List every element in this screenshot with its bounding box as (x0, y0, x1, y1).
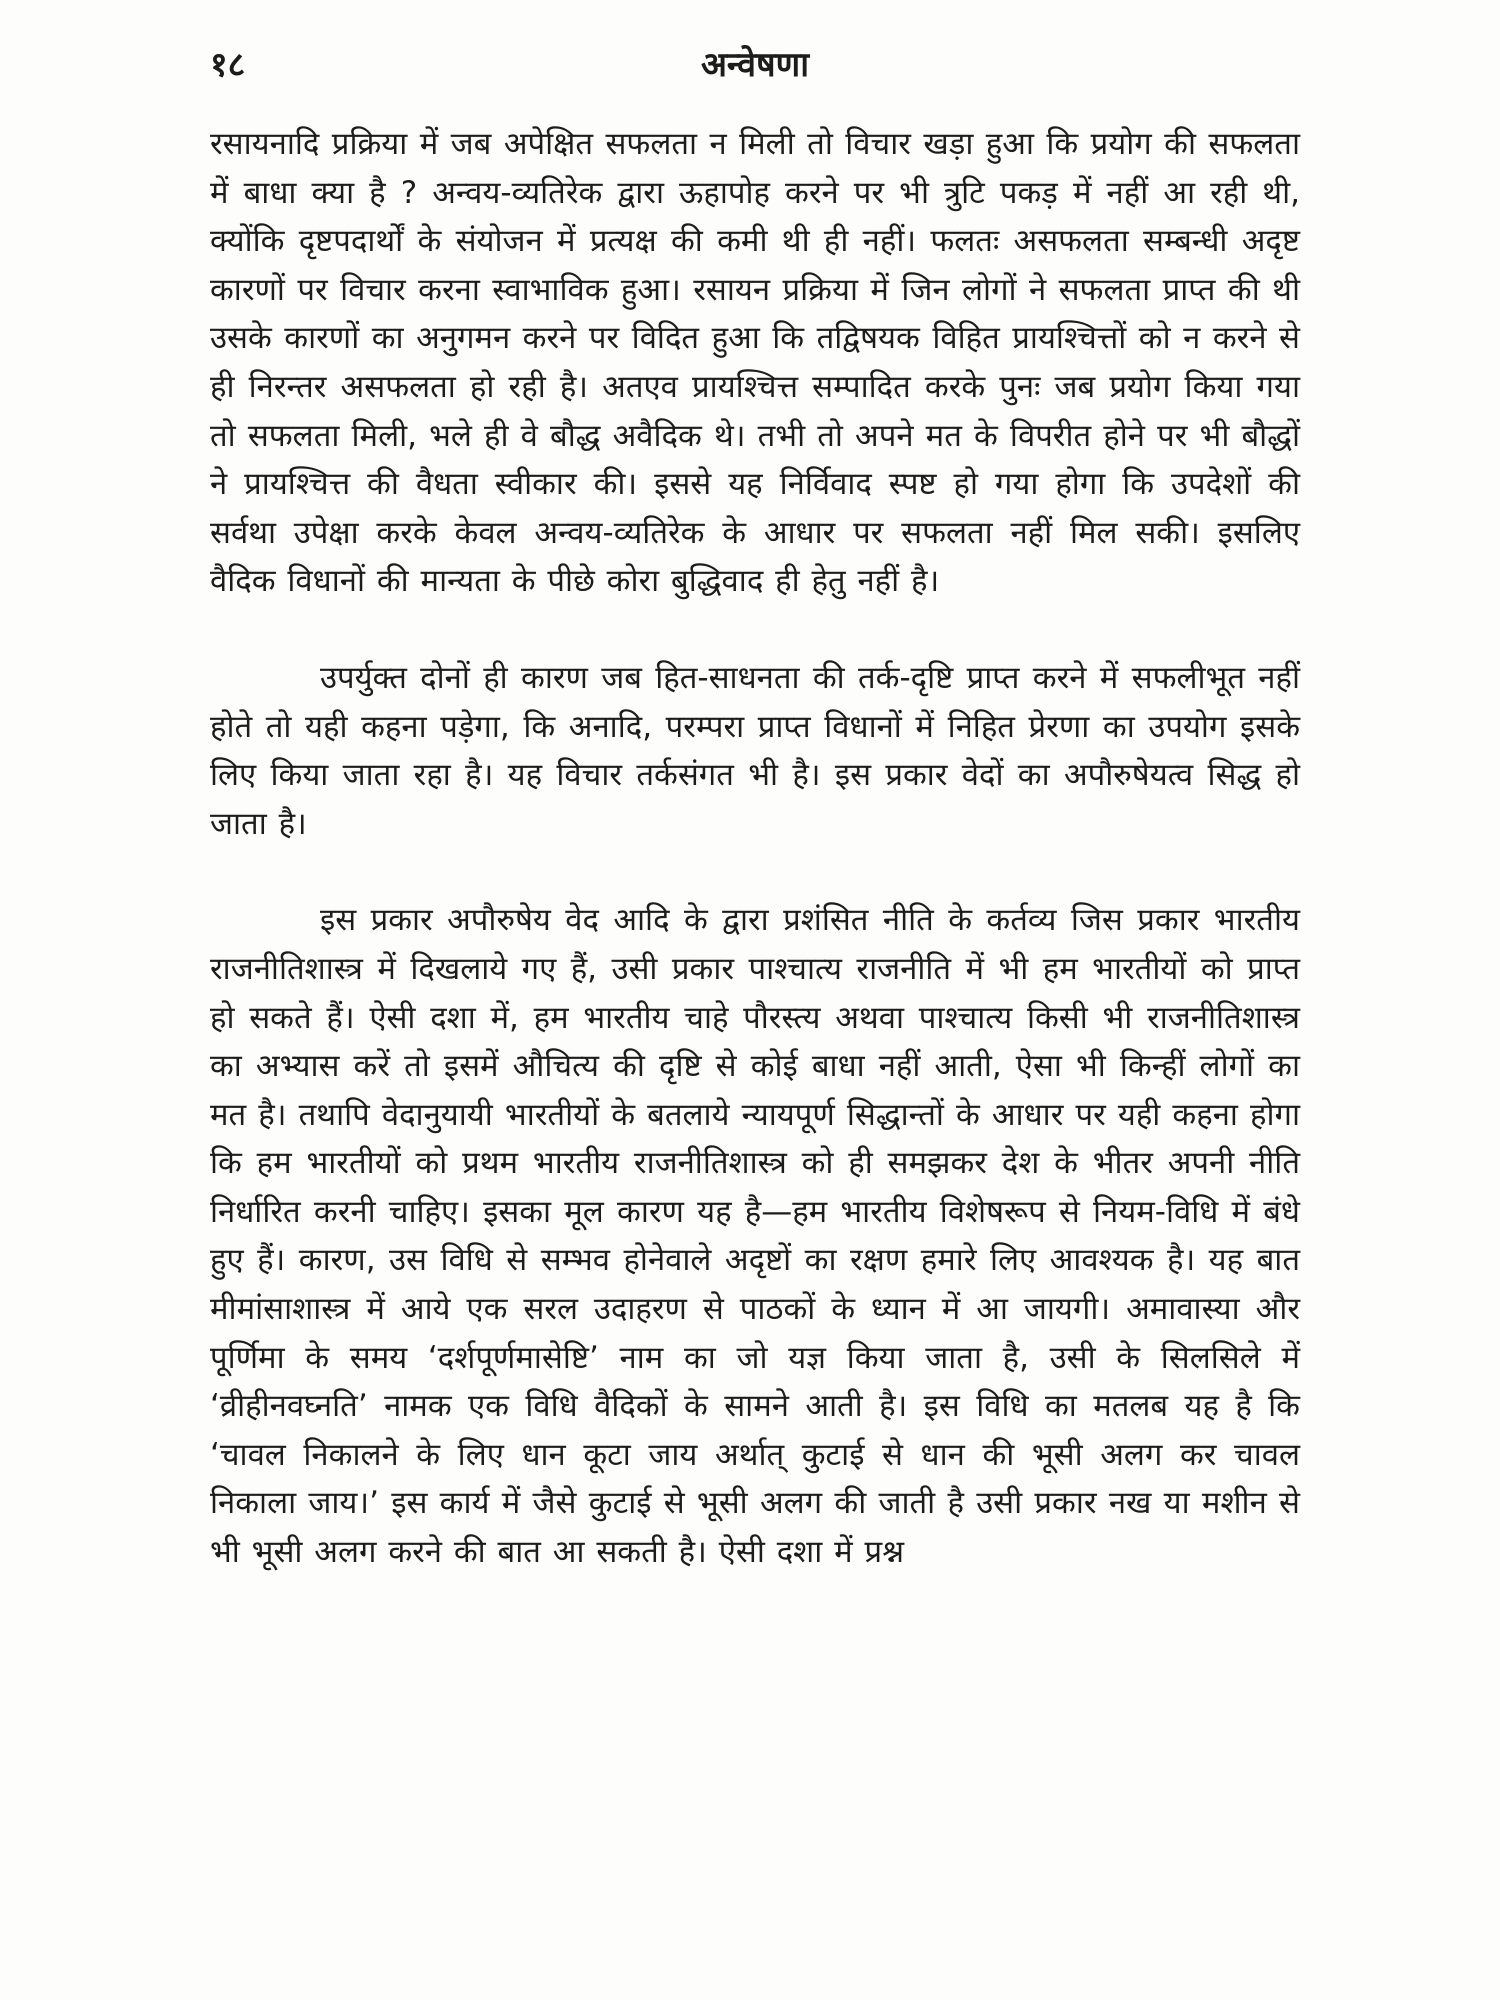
page-header (210, 40, 1300, 90)
paragraph-2: उपर्युक्त दोनों ही कारण जब हित-साधनता की तर्क-दृष्टि प्राप्त करने में सफलीभूत नहीं होते तो यही कहना पड़ेगा, कि अनादि, परम्परा प्राप्त विधानों में निहित प्रेरणा का उपयोग इसके लिए किया जाता रहा है। यह विचार तर्कसंगत भी है। इस प्रकार वेदों का अपौरुषेयत्व सिद्ध हो जाता है। (210, 659, 1300, 842)
paragraph-3: इस प्रकार अपौरुषेय वेद आदि के द्वारा प्रशंसित नीति के कर्तव्य जिस प्रकार भारतीय राजनीतिशास्त्र में दिखलाये गए हैं, उसी प्रकार पाश्चात्य राजनीति में भी हम भारतीयों को प्राप्त हो सकते हैं। ऐसी दशा में, हम भारतीय चाहे पौरस्त्य अथवा पाश्चात्य किसी भी राजनीतिशास्त्र का अभ्यास करें तो इसमें औचित्य की दृष्टि से कोई बाधा नहीं आती, ऐसा भी किन्हीं लोगों का मत है। तथापि वेदानुयायी भारतीयों के बतलाये न्यायपूर्ण सिद्धान्तों के आधार पर यही कहना होगा कि हम भारतीयों को प्रथम भारतीय राजनीतिशास्त्र को ही समझकर देश के भीतर अपनी नीति निर्धारित करनी चाहिए। इसका मूल कारण यह है—हम भारतीय विशेषरूप से नियम-विधि में बंधे हुए हैं। कारण, उस विधि से सम्भव होनेवाले अदृष्टों का रक्षण हमारे लिए आवश्यक है। यह बात मीमांसाशास्त्र में आये एक सरल उदाहरण से पाठकों के ध्यान में आ जायगी। अमावास्या और पूर्णिमा के समय ‘दर्शपूर्णमासेष्टि’ नाम का जो यज्ञ किया जाता है, उसी के सिलसिले में ‘व्रीहीनवघ्नति’ नामक एक विधि वैदिकों के सामने आती है। इस विधि का मतलब यह है कि ‘चावल निकालने के लिए धान कूटा जाय अर्थात् कुटाई से धान की भूसी अलग कर चावल निकाला जाय।’ इस कार्य में जैसे कुटाई से भूसी अलग की जाती है उसी प्रकार नख या मशीन से भी भूसी अलग करने की बात आ सकती है। ऐसी दशा में प्रश्न (210, 902, 1300, 1571)
running-title: अन्वेषणा (700, 45, 810, 85)
page-number: १८ (210, 45, 246, 85)
body-text (210, 120, 1300, 1577)
paragraph-1: रसायनादि प्रक्रिया में जब अपेक्षित सफलता न मिली तो विचार खड़ा हुआ कि प्रयोग की सफलता में बाधा क्या है ? अन्वय-व्यतिरेक द्वारा ऊहापोह करने पर भी त्रुटि पकड़ में नहीं आ रही थी, क्योंकि दृष्टपदार्थों के संयोजन में प्रत्यक्ष की कमी थी ही नहीं। फलतः असफलता सम्बन्धी अदृष्ट कारणों पर विचार करना स्वाभाविक हुआ। रसायन प्रक्रिया में जिन लोगों ने सफलता प्राप्त की थी उसके कारणों का अनुगमन करने पर विदित हुआ कि तद्विषयक विहित प्रायश्चित्तों को न करने से ही निरन्तर असफलता हो रही है। अतएव प्रायश्चित्त सम्पादित करके पुनः जब प्रयोग किया गया तो सफलता मिली, भले ही वे बौद्ध अवैदिक थे। तभी तो अपने मत के विपरीत होने पर भी बौद्धों ने प्रायश्चित्त की वैधता स्वीकार की। इससे यह निर्विवाद स्पष्ट हो गया होगा कि उपदेशों की सर्वथा उपेक्षा करके केवल अन्वय-व्यतिरेक के आधार पर सफलता नहीं मिल सकी। इसलिए वैदिक विधानों की मान्यता के पीछे कोरा बुद्धिवाद ही हेतु नहीं है। (210, 126, 1300, 600)
